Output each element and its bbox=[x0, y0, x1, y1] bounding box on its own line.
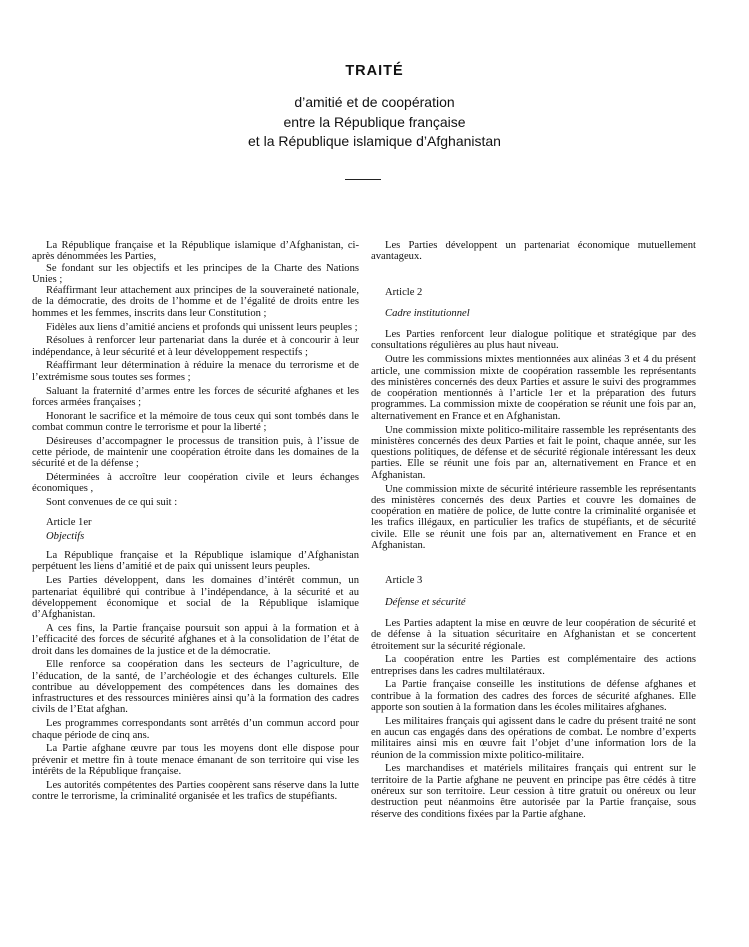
article-paragraph: Outre les commissions mixtes mentionnées aux alinéas 3 et 4 du présent article, une commission mixte de coopération rassemble les représentants des ministères concernés des deux Parties et assure le suivi des programmes de coopération mentionnés à l’article 1er et la préparation des futurs programmes. La commission mixte de coopération se réunit une fois par an, alternativement en France et en Afghanistan. bbox=[371, 354, 696, 422]
article-paragraph: La Partie française conseille les institutions de défense afghanes et contribue à la formation des cadres des forces de sécurité afghanes. Elle apporte son soutien à la formation dans les écoles militaires afghanes. bbox=[371, 679, 696, 713]
article-paragraph: La Partie afghane œuvre par tous les moyens dont elle dispose pour prévenir et mettre fin à toute menace émanant de son territoire qui vise les intérêts de la République française. bbox=[32, 743, 359, 777]
article-heading: Article 2 bbox=[385, 286, 423, 298]
preamble-paragraph: Désireuses d’accompagner le processus de transition puis, à l’issue de cette période, de maintenir une coopération étroite dans les domaines de la sécurité et de la défense ; bbox=[32, 435, 359, 470]
article-paragraph: Les militaires français qui agissent dans le cadre du présent traité ne sont en aucun cas engagés dans des opérations de combat. Le nombre d’experts militaires ainsi mis en œuvre fait l’objet d’une information lors de la réunion de la commission mixte politico-militaire. bbox=[371, 715, 696, 761]
article-subtitle: Objectifs bbox=[46, 530, 85, 542]
article-paragraph: A ces fins, la Partie française poursuit son appui à la formation et à l’efficacité des forces de sécurité afghanes et à la consolidation de l’état de droit dans les domaines de la justice et de la démocratie. bbox=[32, 622, 359, 657]
preamble-paragraph: Réaffirmant leur attachement aux principes de la souveraineté nationale, de la démocratie, des droits de l’homme et de l’égalité de droits entre les hommes et les femmes, inscrits dans leur Constitution ; bbox=[32, 285, 359, 319]
article-3 bbox=[371, 575, 696, 820]
article-paragraph: Les Parties développent, dans les domaines d’intérêt commun, un partenariat équilibré qui contribue à l’indépendance, à la sécurité et au développement économique et social de la République islamique d’Afghanistan. bbox=[32, 575, 359, 621]
intro-paragraph: Les Parties développent un partenariat économique mutuellement avantageux. bbox=[371, 240, 696, 263]
right-column bbox=[371, 240, 696, 820]
article-paragraph: La République française et la République islamique d’Afghanistan perpétuent les liens d’amitié et de paix qui unissent leurs peuples. bbox=[32, 550, 359, 573]
preamble-paragraph: Honorant le sacrifice et la mémoire de tous ceux qui sont tombés dans le combat commun contre le terrorisme et pour la liberté ; bbox=[32, 410, 359, 433]
article-paragraph: Les marchandises et matériels militaires français qui entrent sur le territoire de la Partie afghane ne peuvent en principe pas être cédés à titre onéreux sur son territoire. Leur cession à titre gratuit ou onéreux ou leur destruction peut néanmoins être autorisée par la Partie française, sous réserve des conditions fixées par la Partie afghane. bbox=[371, 763, 696, 820]
preamble-paragraph: Déterminées à accroître leur coopération civile et leurs échanges économiques , bbox=[32, 472, 359, 495]
treaty-subtitle-line-1: d’amitié et de coopération bbox=[294, 94, 455, 110]
article-heading: Article 1er bbox=[46, 516, 92, 528]
article-paragraph: Une commission mixte politico-militaire rassemble les représentants des ministères concernés des deux Parties et fait le point, chaque année, sur les questions politiques, de défense et de sécurité régionale intéressant les deux parties. Elle se réunit une fois par an, alternativement en France et en Afghanistan. bbox=[371, 424, 696, 481]
preamble-paragraph: Saluant la fraternité d’armes entre les forces de sécurité afghanes et les forces armées françaises ; bbox=[32, 385, 359, 408]
preamble-paragraph: Résolues à renforcer leur partenariat dans la durée et à concourir à leur indépendance, à leur sécurité et à leur développement respectifs ; bbox=[32, 335, 359, 358]
preamble bbox=[32, 240, 359, 509]
left-column bbox=[32, 240, 359, 802]
article-paragraph: Les Parties renforcent leur dialogue politique et stratégique par des consultations régulières au plus haut niveau. bbox=[371, 329, 696, 352]
article-subtitle: Cadre institutionnel bbox=[385, 307, 470, 319]
article-paragraph: Elle renforce sa coopération dans les secteurs de l’agriculture, de l’éducation, de la santé, de l’archéologie et des échanges culturels. Elle contribue au développement des compétences dans les domaines des infrastructures et des ressources minières ainsi qu’à la formation des cadres civils de l’Etat afghan. bbox=[32, 659, 359, 716]
article-paragraph: Les Parties adaptent la mise en œuvre de leur coopération de sécurité et de défense à la situation sécuritaire en Afghanistan et se concertent étroitement sur la sécurité régionale. bbox=[371, 617, 696, 652]
article-2 bbox=[371, 287, 696, 552]
article-subtitle: Défense et sécurité bbox=[385, 596, 466, 608]
article-1 bbox=[32, 517, 359, 803]
preamble-paragraph: Sont convenues de ce qui suit : bbox=[46, 497, 178, 509]
title-divider bbox=[345, 179, 381, 180]
article-paragraph: La coopération entre les Parties est complémentaire des actions entreprises dans les cadres multilatéraux. bbox=[371, 654, 696, 677]
preamble-paragraph: Se fondant sur les objectifs et les principes de la Charte des Nations Unies ; bbox=[32, 262, 359, 285]
treaty-subtitle-line-2: entre la République française bbox=[283, 114, 466, 130]
preamble-paragraph: Fidèles aux liens d’amitié anciens et profonds qui unissent leurs peuples ; bbox=[46, 321, 358, 333]
treaty-title: TRAITÉ bbox=[345, 63, 404, 79]
treaty-subtitle-line-3: et la République islamique d’Afghanistan bbox=[248, 133, 501, 149]
preamble-paragraph: La République française et la République islamique d’Afghanistan, ci-après dénommées les Parties, bbox=[32, 240, 359, 263]
article-paragraph: Les programmes correspondants sont arrêtés d’un commun accord pour chaque période de cinq ans. bbox=[32, 718, 359, 741]
article-heading: Article 3 bbox=[385, 575, 423, 587]
article-paragraph: Les autorités compétentes des Parties coopèrent sans réserve dans la lutte contre le terrorisme, la criminalité organisée et les trafics de stupéfiants. bbox=[32, 779, 359, 803]
preamble-paragraph: Réaffirmant leur détermination à réduire la menace du terrorisme et de l’extrémisme sous toutes ses formes ; bbox=[32, 360, 359, 383]
article-paragraph: Une commission mixte de sécurité intérieure rassemble les représentants des ministères concernés des deux Parties et couvre les domaines de coopération en matière de police, de lutte contre la criminalité organisée et les trafics illégaux, en particulier les trafics de stupéfiants, et de sécurité civile. Elle se réunit une fois par an, alternativement en France et en Afghanistan. bbox=[371, 483, 696, 552]
